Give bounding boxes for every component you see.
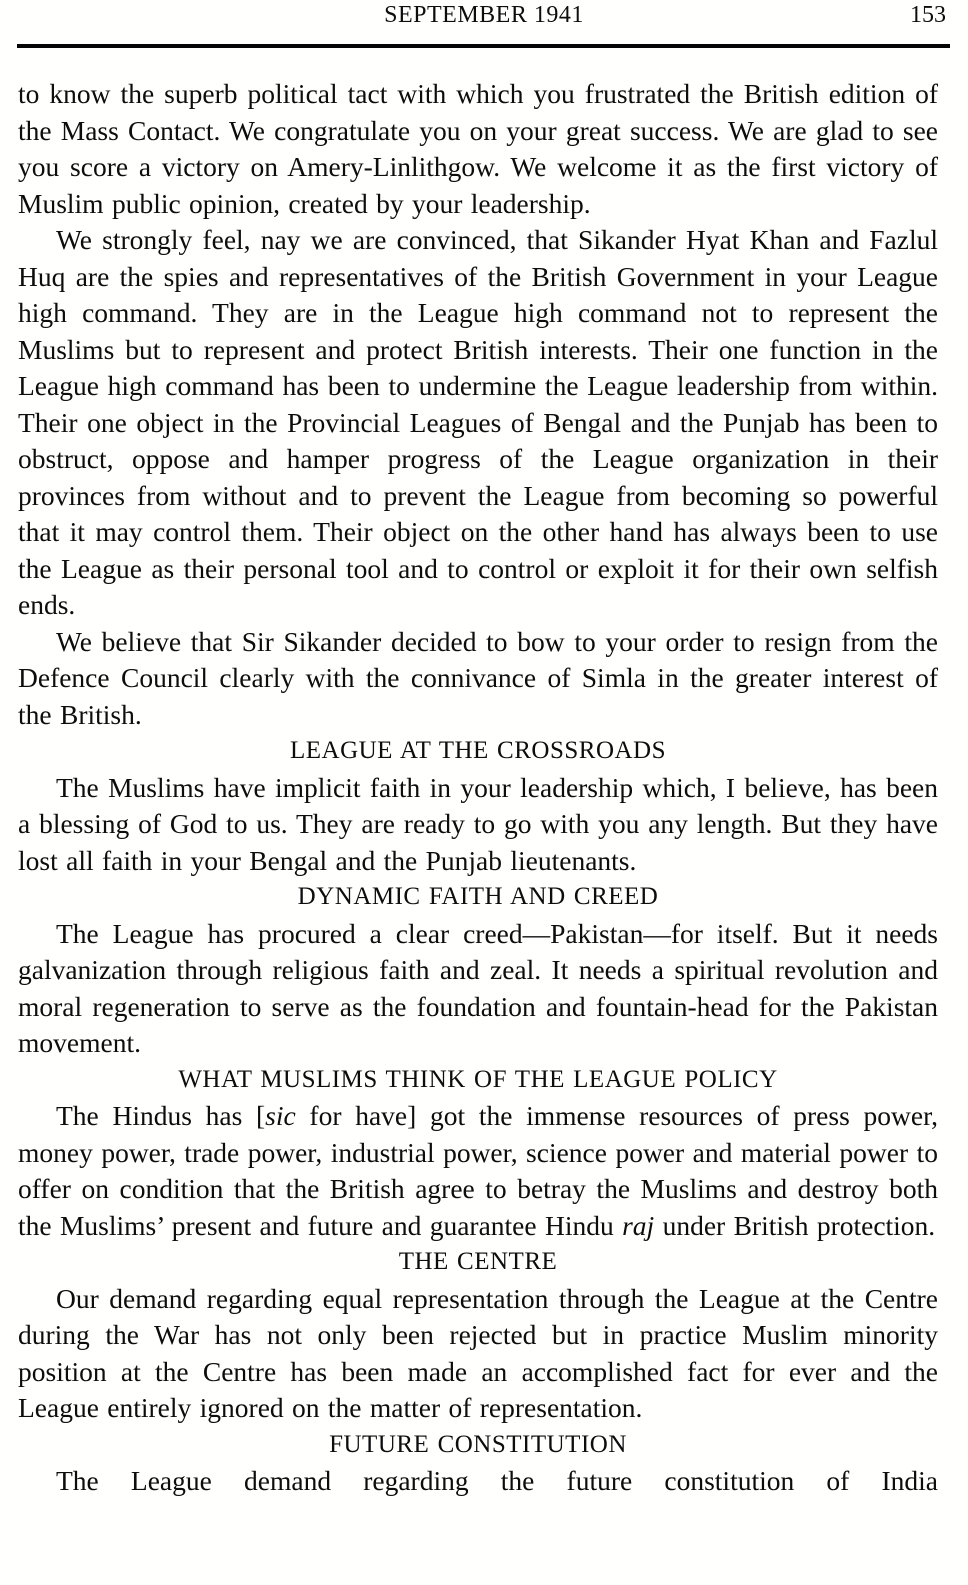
section-heading: FUTURE CONSTITUTION — [329, 1430, 627, 1458]
text-run: under British protection. — [654, 1209, 936, 1241]
section-heading: DYNAMIC FAITH AND CREED — [297, 883, 659, 910]
italic-text: raj — [622, 1209, 655, 1241]
body-paragraph — [18, 1463, 938, 1500]
italic-text: sic — [265, 1100, 296, 1131]
text-run: The League has procured a clear creed—Pakistan—for itself. But it needs galvanization through religious faith and zeal. It needs a spiritual revolution and moral regeneration to serve as the foundation and fountain-head for the Pakistan movement. — [18, 917, 938, 1058]
section-heading: LEAGUE AT THE CROSSROADS — [289, 737, 667, 764]
header-rule — [17, 44, 950, 48]
body-paragraph — [18, 916, 938, 1062]
text-run: We believe that Sir Sikander decided to bow to your order to resign from the Defence Council clearly with the connivance of Simla in the greater interest of the British. — [18, 625, 938, 730]
body-paragraph — [18, 624, 938, 734]
page-body — [18, 76, 938, 1500]
body-paragraph — [18, 1281, 938, 1427]
page-number: 153 — [910, 2, 946, 28]
page-header — [0, 0, 968, 40]
text-run: Our demand regarding equal representation through the League at the Centre during the War has not only been rejected but in practice Muslim minority position at the Centre has been made an accomplished fact for ever and the League entirely ignored on the matter of representation. — [18, 1282, 938, 1423]
text-run: The Muslims have implicit faith in your leadership which, I believe, has been a blessing of God to us. They are ready to go with you any length. But they have lost all faith in your Bengal and the Punjab lieutenants. — [18, 771, 938, 876]
body-paragraph — [18, 222, 938, 624]
section-heading: THE CENTRE — [398, 1248, 558, 1275]
body-paragraph — [18, 76, 938, 222]
text-run: The Hindus has [ — [56, 1100, 266, 1131]
body-paragraph — [18, 1098, 938, 1244]
text-run: for have] got the immense resources of press power, money power, trade power, industrial power, science power and material power to offer on condition that the British agree to betray the Muslims and destroy both the Muslims’ present and future and guarantee Hindu — [18, 1100, 938, 1241]
text-run: to know the superb political tact with which you frustrated the British edition of the Mass Contact. We congratulate you on your great success. We are glad to see you score a victory on Amery-Linlithgow. We welcome it as the first victory of Muslim public opinion, created by your leadership. — [18, 78, 938, 219]
section-heading: WHAT MUSLIMS THINK OF THE LEAGUE POLICY — [178, 1065, 778, 1093]
text-run: The League demand regarding the future constitution of India — [56, 1465, 938, 1496]
body-paragraph — [18, 770, 938, 880]
running-title: SEPTEMBER 1941 — [384, 2, 584, 28]
text-run: We strongly feel, nay we are convinced, that Sikander Hyat Khan and Fazlul Huq are the spies and representatives of the British Government in your League high command. They are in the League high command not to represent the Muslims but to represent and protect British interests. Their one function in the League high command has been to undermine the League leadership from within. Their one object in the Provincial Leagues of Bengal and the Punjab has been to obstruct, oppose and hamper progress of the League organization in their provinces from without and to prevent the League from becoming so powerful that it may control them. Their object on the other hand has always been to use the League as their personal tool and to control or exploit it for their own selfish ends. — [18, 224, 938, 620]
